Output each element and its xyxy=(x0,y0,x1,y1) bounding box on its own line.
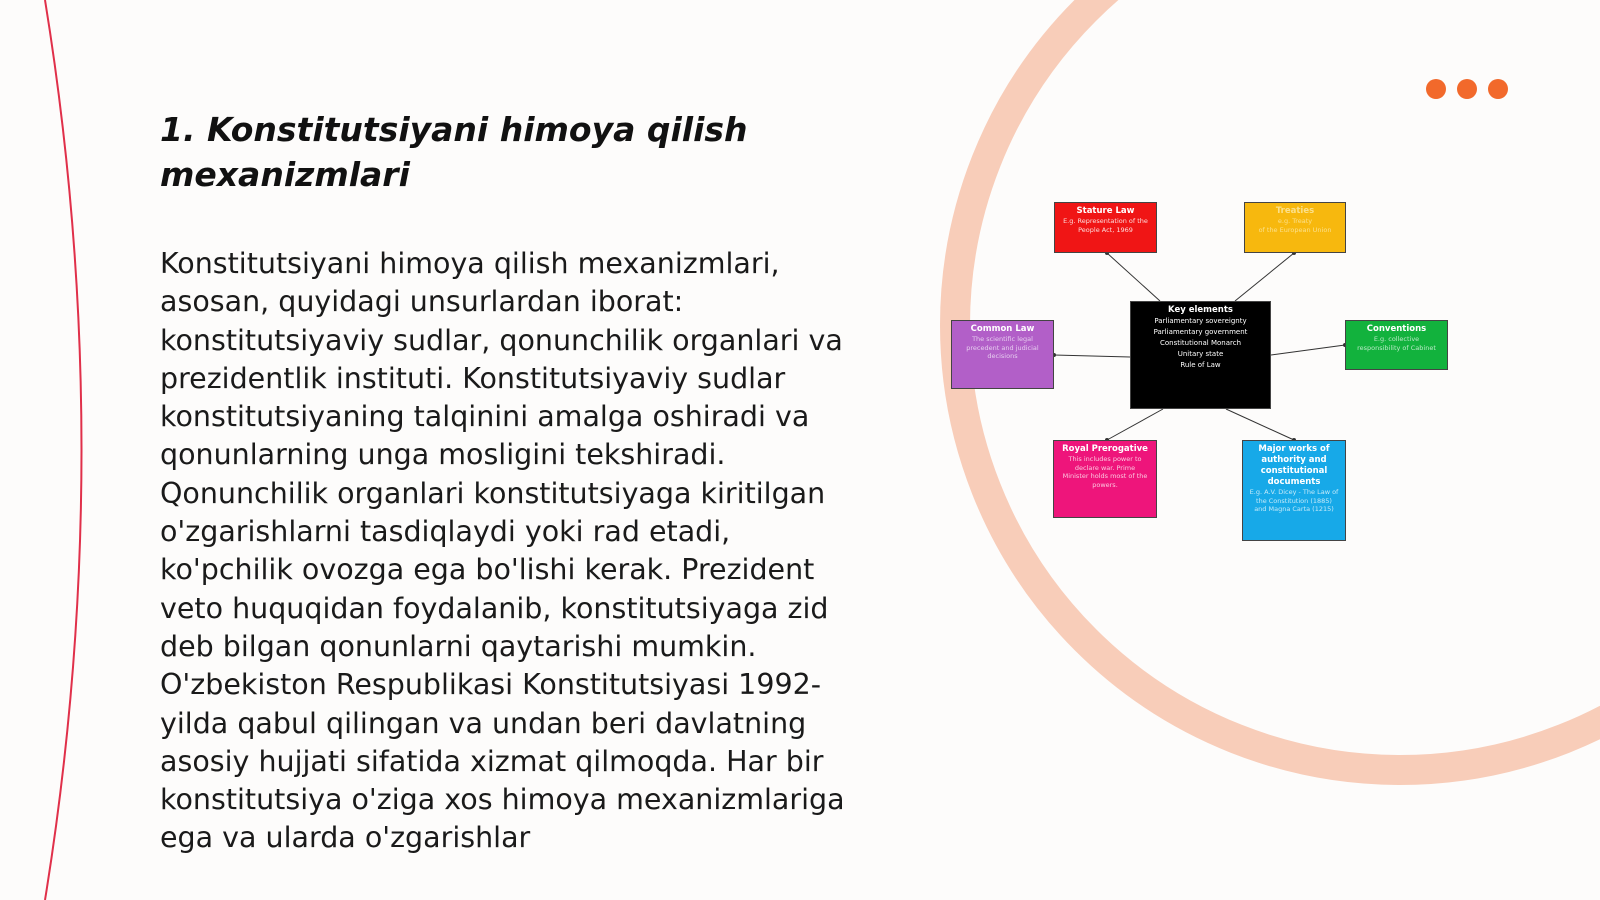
major-works-box xyxy=(1242,440,1346,541)
connector-common xyxy=(1054,355,1130,357)
dot-icon xyxy=(1488,79,1508,99)
dot-icon xyxy=(1426,79,1446,99)
connector-major xyxy=(1226,409,1294,440)
connector-treaties xyxy=(1235,253,1294,301)
more-dots-icon[interactable] xyxy=(1426,79,1508,99)
conventions-box xyxy=(1345,320,1448,370)
conventions-title: Conventions xyxy=(1366,324,1427,334)
statute-law-title: Stature Law xyxy=(1076,206,1135,216)
connector-royal xyxy=(1107,409,1163,440)
conventions-text: E.g. collective responsibility of Cabinet xyxy=(1357,335,1436,352)
left-accent-line xyxy=(45,0,82,900)
dot-icon xyxy=(1457,79,1477,99)
royal-prerogative-text: This includes power to declare war. Prime Minister holds most of the powers. xyxy=(1062,455,1148,489)
major-works-title: Major works of authority and constitutional documents xyxy=(1258,444,1330,487)
statute-law-box xyxy=(1054,202,1157,253)
key-elements-list: Parliamentary sovereignty Parliamentary government Constitutional Monarch Unitary state Rule of Law xyxy=(1153,317,1248,369)
statute-law-text: E.g. Representation of the People Act, 1969 xyxy=(1063,217,1148,234)
major-works-text: E.g. A.V. Dicey - The Law of the Constitution (1885) and Magna Carta (1215) xyxy=(1249,488,1339,513)
common-law-text: The scientific legal precedent and judicial decisions xyxy=(966,335,1039,360)
common-law-box xyxy=(951,320,1054,389)
royal-prerogative-box xyxy=(1053,440,1157,518)
treaties-box xyxy=(1244,202,1346,253)
connector-statute xyxy=(1107,253,1160,301)
constitution-diagram xyxy=(945,195,1460,547)
common-law-title: Common Law xyxy=(970,324,1035,334)
slide-title: 1. Konstitutsiyani himoya qilish mexanizmlari xyxy=(160,110,748,194)
slide-body-text: Konstitutsiyani himoya qilish mexanizmlari, asosan, quyidagi unsurlardan iborat: konstitutsiyaviy sudlar, qonunchilik organlari va prezidentlik instituti. Konstitutsiyaviy sudlar konstitutsiyaning talqinini amalga oshiradi va qonunlarning unga mosligini tekshiradi. Qonunchilik organlari konstitutsiyaga kiritilgan o'zgarishlarni tasdiqlaydi yoki rad etadi, ko'pchilik ovozga ega bo'lishi kerak. Prezident veto huquqidan foydalanib, konstitutsiyaga zid deb bilgan qonunlarni qaytarishi mumkin. O'zbekiston Respublikasi Konstitutsiyasi 1992-yilda qabul qilingan va undan beri davlatning asosiy hujjati sifatida xizmat qilmoqda. Har bir konstitutsiya o'ziga xos himoya mexanizmlariga ega va ularda o'zgarishlar xyxy=(160,247,845,855)
key-elements-title: Key elements xyxy=(1168,305,1233,315)
key-elements-box xyxy=(1130,301,1271,409)
royal-prerogative-title: Royal Prerogative xyxy=(1062,444,1148,454)
treaties-text: e.g. Treaty of the European Union xyxy=(1258,217,1332,234)
connector-conventions xyxy=(1271,345,1345,355)
treaties-title: Treaties xyxy=(1275,206,1315,216)
